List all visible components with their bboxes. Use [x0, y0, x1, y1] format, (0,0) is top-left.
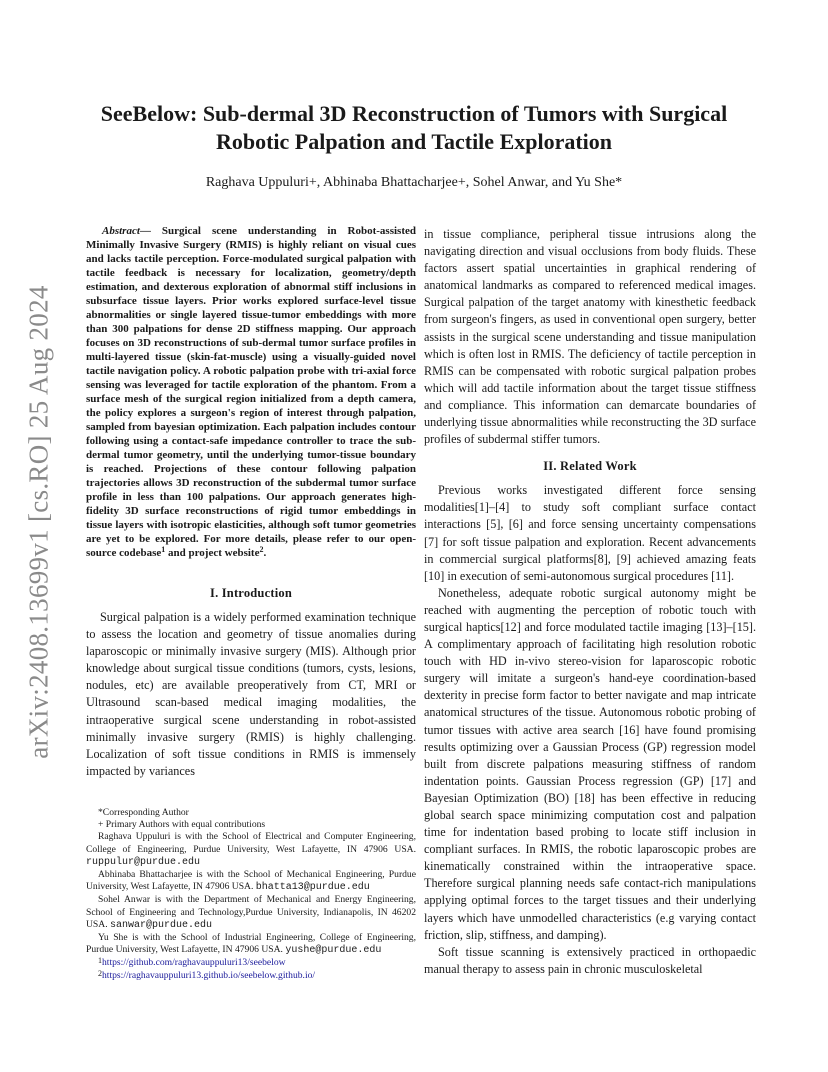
footnote-bhattacharjee-text: Abhinaba Bhattacharjee is with the School of Mechanical Engineering, Purdue University, West Lafayette, IN 47906 USA. [86, 868, 416, 893]
footnote-link-1-num: 1 [98, 956, 102, 966]
website-footnote-mark: 2 [259, 545, 264, 554]
email-anwar[interactable]: sanwar@purdue.edu [110, 919, 213, 931]
author-list: Raghava Uppuluri+, Abhinaba Bhattacharjee+, Sohel Anwar, and Yu She* [205, 175, 623, 190]
related-paragraph-3: Soft tissue scanning is extensively practiced in orthopaedic manual therapy to assess pain in chronic musculoskeletal [424, 944, 756, 976]
email-she[interactable]: yushe@purdue.edu [285, 945, 382, 957]
footnote-primary: + Primary Authors with equal contributions [98, 819, 266, 831]
abstract-end: . [263, 547, 267, 559]
footnote-uppuluri-text: Raghava Uppuluri is with the School of Electrical and Computer Engineering, College of Engineering, Purdue University, West Lafayette, IN 47906 USA. [86, 831, 416, 855]
footnote-anwar [86, 894, 416, 932]
right-column [424, 226, 756, 978]
abstract-mid: and project website [165, 547, 260, 559]
footnote-link-2-num: 2 [98, 968, 102, 978]
codebase-link[interactable]: https://github.com/raghavauppuluri13/seebelow [102, 957, 286, 969]
left-column [86, 224, 416, 982]
email-bhattacharjee[interactable]: bhatta13@purdue.edu [255, 882, 370, 894]
footnote-corresponding: *Corresponding Author [98, 806, 189, 818]
abstract [86, 224, 416, 560]
footnote-she [86, 932, 416, 957]
abstract-text: Surgical scene understanding in Robot-assisted Minimally Invasive Surgery (RMIS) is highly reliant on visual cues and lacks tactile perception. Force-modulated surgical palpation with tactile feedback is necessary for localization, geometry/depth estimation, and dexterous exploration of abnormal stiff inclusions in subsurface tissue layers. Prior works explored surface-level tissue abnormalities or single layered tissue-tumor embeddings with more than 300 palpations for dense 2D stiffness mapping. Our approach focuses on 3D reconstructions of sub-dermal tumor surface profiles in multi-layered tissue (skin-fat-muscle) using a visually-guided novel tactile navigation policy. A robotic palpation probe with tri-axial force sensing was leveraged for tactile exploration of the phantom. From a surface mesh of the surgical region initialized from a depth camera, the policy explores a surgeon's region of interest through palpation, sampled from bayesian optimization. Each palpation includes contour following using a contact-safe impedance controller to trace the sub-dermal tumor geometry, until the underlying tumor-tissue boundary is reached. Projections of these contour following palpation trajectories allows 3D reconstruction of the subdermal tumor surface profile in less than 100 palpations. Our approach generates high-fidelity 3D surface reconstructions of rigid tumor embeddings in tissue layers with isotropic elasticities, although soft tumor geometries are yet to be explored. For more details, please refer to our open-source codebase [86, 225, 416, 559]
footnote-she-text: Yu She is with the School of Industrial Engineering, College of Engineering, Purdue University, West Lafayette, IN 47906 USA. [86, 931, 416, 956]
arxiv-identifier [22, 282, 56, 762]
footnote-uppuluri [86, 831, 416, 869]
abstract-label: Abstract [102, 225, 140, 237]
paper-title [90, 100, 738, 156]
footnotes [86, 807, 416, 982]
intro-heading: I. Introduction [210, 586, 292, 600]
arxiv-identifier-text: arXiv:2408.13699v1 [cs.RO] 25 Aug 2024 [23, 285, 54, 759]
footnote-link-1 [86, 957, 416, 969]
project-website-link[interactable]: https://raghavauppuluri13.github.io/seebelow.github.io/ [102, 969, 316, 981]
intro-continuation: in tissue compliance, peripheral tissue intrusions along the navigating direction and visual occlusions from body fluids. These factors assert spatial uncertainties in graphical rendering of anatomical landmarks as compared to referenced medical images. Surgical palpation of the target anatomy with kinesthetic feedback from surgeon's fingers, as used in conventional open surgery, better assists in the surgical scene understanding and tissue manipulation which is often lost in RMIS. The deficiency of tactile perception in RMIS can be compensated with robotic surgical palpation probes which will add tactile information about the target tissue stiffness and compliance. This information can demarcate boundaries of underlying tissue abnormalities while reconstructing the 3D surface profiles of subdermal stiffer tumors. [424, 227, 756, 447]
abstract-dash: — [139, 225, 162, 237]
codebase-footnote-mark: 1 [161, 545, 166, 554]
related-paragraph-1: Previous works investigated different force sensing modalities[1]–[4] to study soft compliant surface contact interactions [5], [6] and force sensing uncertainty compensations [7] for soft tissue palpation and exploration. Recent advancements in commercial surgical platforms[8], [9] achieved amazing feats [10] in execution of semi-autonomous surgical procedures [11]. [424, 483, 756, 583]
title-line-2: Robotic Palpation and Tactile Exploration [215, 129, 613, 154]
title-line-1: SeeBelow: Sub-dermal 3D Reconstruction of Tumors with Surgical [100, 101, 728, 126]
email-uppuluri[interactable]: ruppulur@purdue.edu [86, 856, 201, 868]
footnote-link-2 [86, 970, 416, 982]
intro-paragraph: Surgical palpation is a widely performed examination technique to assess the location and geometry of tissue anomalies during laparoscopic or minimally invasive surgery (MIS). Although prior knowledge about surgical tissue conditions (tumors, cysts, lesions, nodules, etc) are available preoperatively from CT, MRI or Ultrasound scan-based medical imaging modalities, the intraoperative surgical scene understanding in robot-assisted minimally invasive surgery (RMIS) is highly challenging. Localization of soft tissue conditions in RMIS is immensely impacted by variances [86, 610, 416, 778]
footnote-bhattacharjee [86, 869, 416, 894]
related-paragraph-2: Nonetheless, adequate robotic surgical autonomy might be reached with augmenting the perception of robotic touch with surgical haptics[12] and force modulated tactile imaging [13]–[15]. A complimentary approach of facilitating high resolution robotic touch with HD in-vivo stereo-vision for laparoscopic robotic surgery will imitate a surgeon's hand-eye coordination-based dexterity in precise form factor to better navigate and map intricate anatomical structures of the tissue. Autonomous robotic probing of tumor tissues with active area search [16] have found promising results optimizing over a Gaussian Process (GP) regression model built from discrete palpations measuring stiffness of random indentation points. Gaussian Process regression (GP) [17] and Bayesian Optimization (BO) [18] has been effective in reducing global search space minimizing computation cost and palpation time for indentation based probing to locate stiff inclusion in compliant surfaces. In RMIS, the robotic laparoscopic probes are kinematically constrained within the intraoperative space. Therefore surgical planning needs safe contact-rich manipulations applying optimal forces to the target tissues and their underlying layers which have unmodelled characteristics (e.g varying contact friction, slip, stiffness, and damping). [424, 585, 756, 942]
related-work-heading: II. Related Work [543, 459, 637, 474]
footnote-anwar-text: Sohel Anwar is with the Department of Mechanical and Energy Engineering, School of Engineering and Technology,Purdue University, Indianapolis, IN 46202 USA. [86, 894, 416, 930]
